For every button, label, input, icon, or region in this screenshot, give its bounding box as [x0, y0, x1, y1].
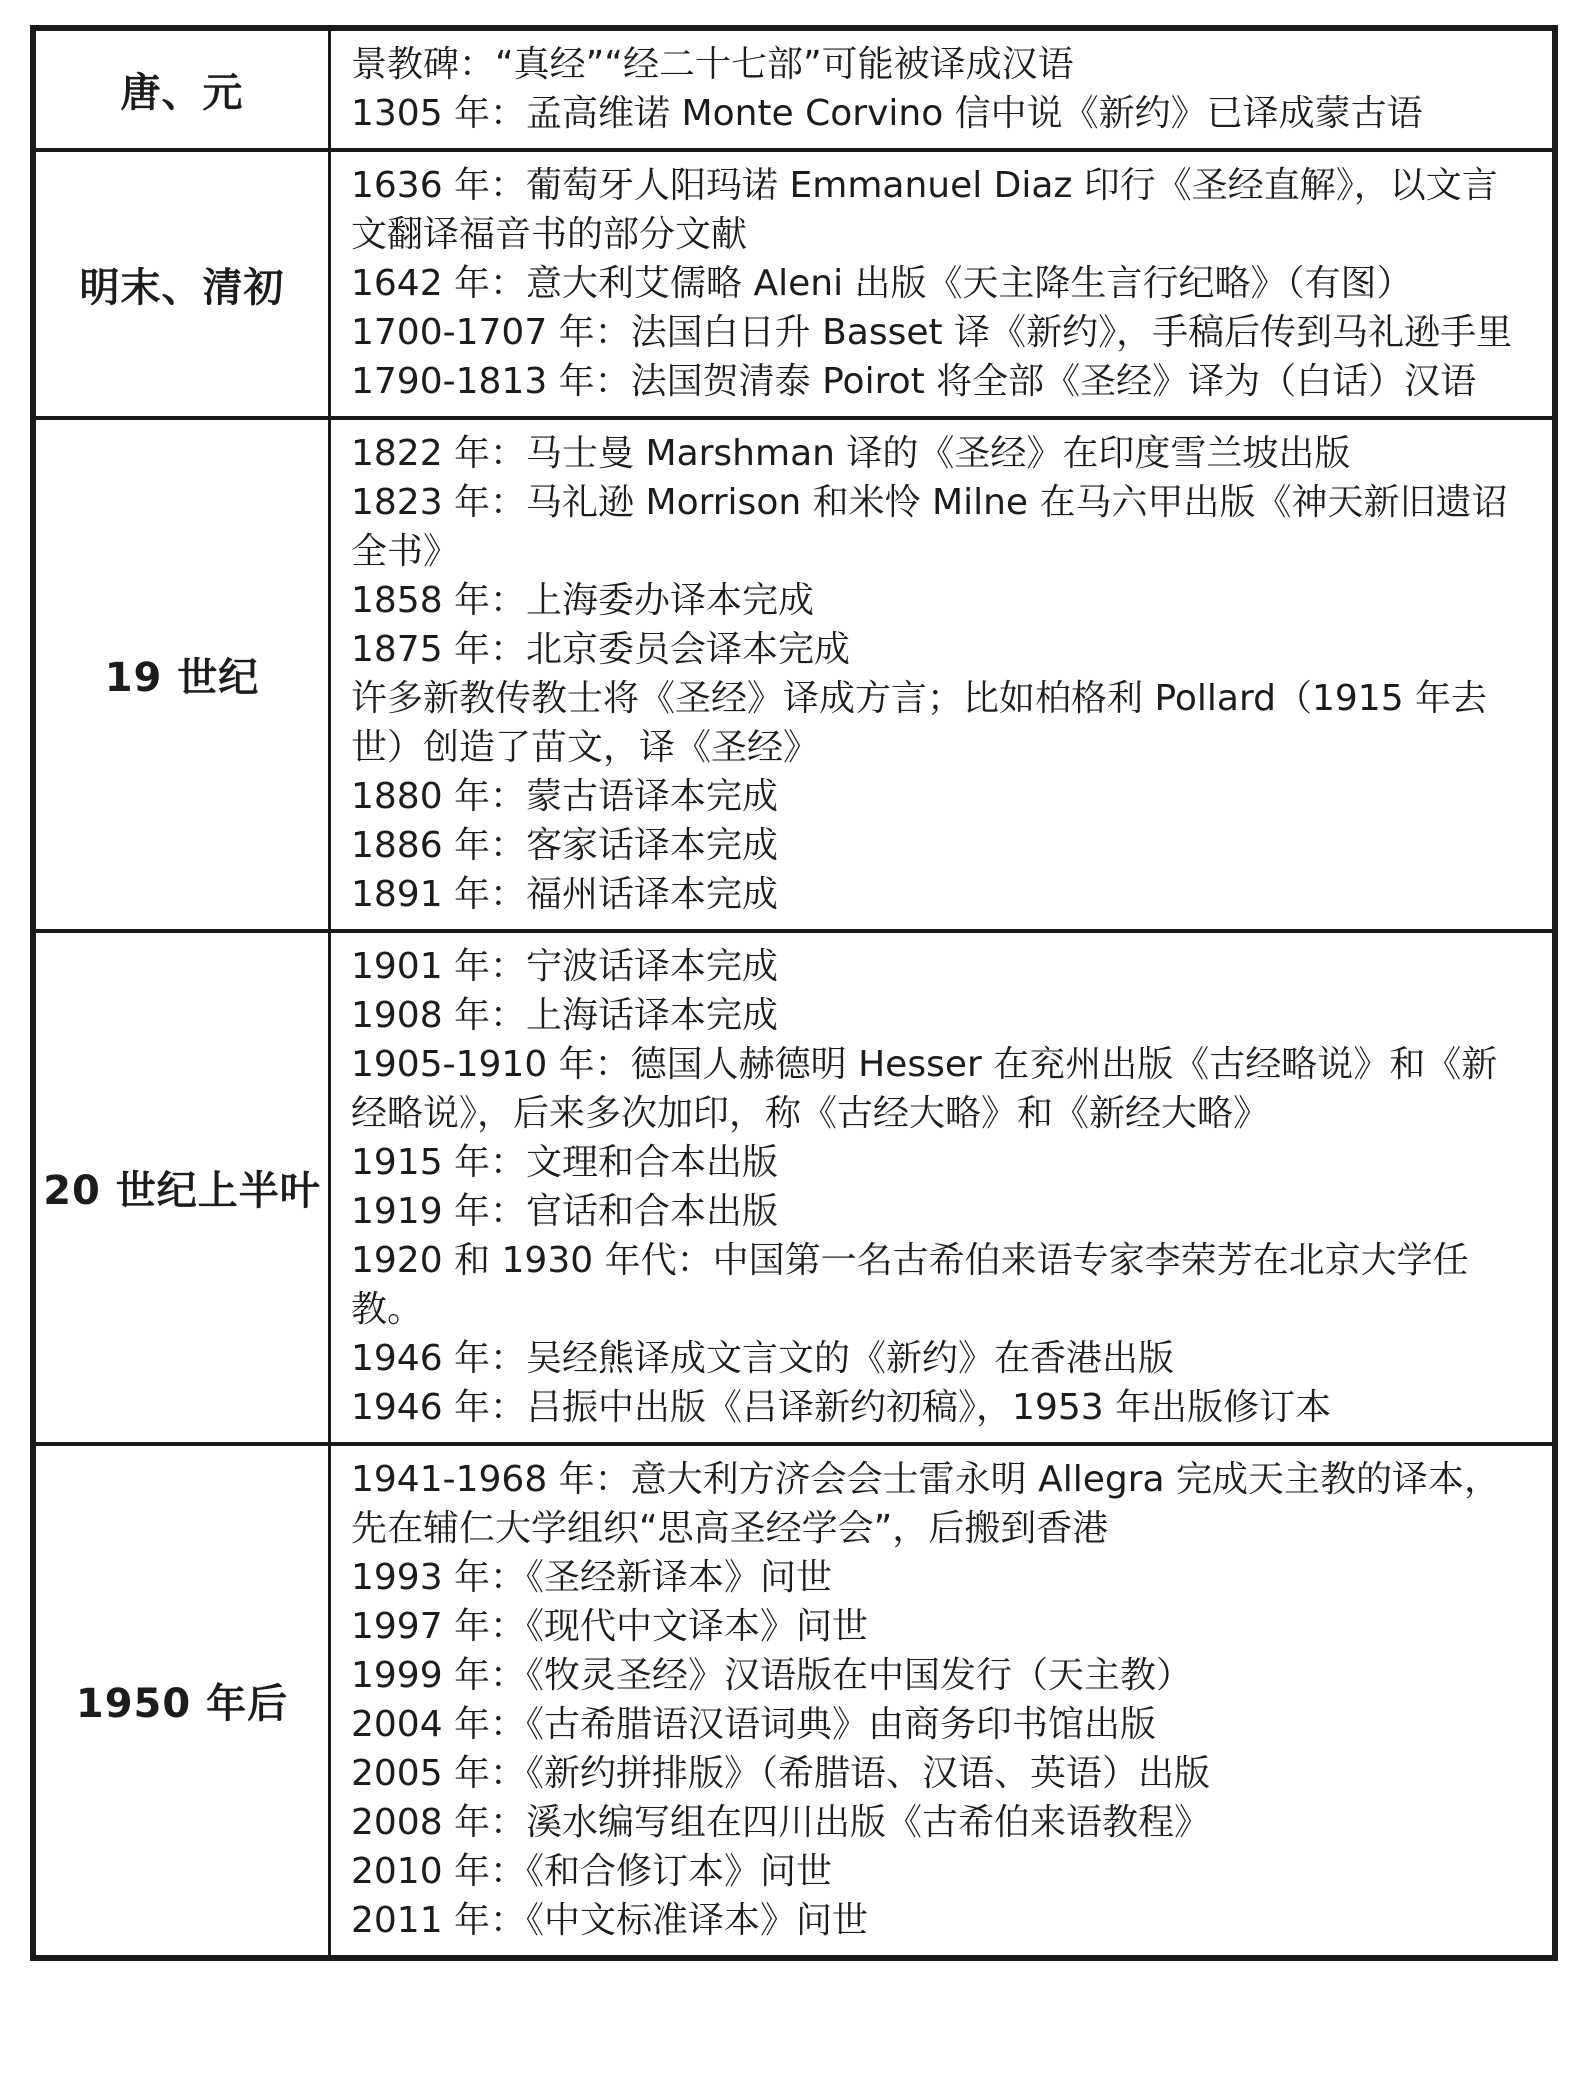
era-label: 唐、元 — [33, 28, 330, 150]
timeline-entry: 1700-1707 年：法国白日升 Basset 译《新约》，手稿后传到马礼逊手里 — [351, 312, 1513, 353]
table-body — [33, 28, 1555, 1958]
era-label: 20 世纪上半叶 — [33, 931, 330, 1444]
bible-translation-timeline-table — [30, 25, 1558, 1961]
table-row — [33, 931, 1555, 1444]
timeline-entry: 1823 年：马礼逊 Morrison 和米怜 Milne 在马六甲出版《神天新旧遗诏全书》 — [351, 482, 1508, 572]
timeline-entry: 1920 和 1930 年代：中国第一名古希伯来语专家李荣芳在北京大学任教。 — [351, 1240, 1469, 1330]
era-label: 19 世纪 — [33, 418, 330, 931]
timeline-entry: 1999 年：《牧灵圣经》汉语版在中国发行（天主教） — [351, 1655, 1193, 1696]
timeline-entry: 1880 年：蒙古语译本完成 — [351, 776, 779, 817]
timeline-entry: 1901 年：宁波话译本完成 — [351, 946, 779, 987]
timeline-entry: 1997 年：《现代中文译本》问世 — [351, 1606, 869, 1647]
table-row — [33, 1444, 1555, 1958]
timeline-entry: 2004 年：《古希腊语汉语词典》由商务印书馆出版 — [351, 1704, 1157, 1745]
timeline-entry: 1858 年：上海委办译本完成 — [351, 580, 815, 621]
timeline-entry: 1946 年：吕振中出版《吕译新约初稿》，1953 年出版修订本 — [351, 1387, 1332, 1428]
timeline-entry: 1886 年：客家话译本完成 — [351, 825, 779, 866]
timeline-entry: 1993 年：《圣经新译本》问世 — [351, 1557, 833, 1598]
timeline-entry: 1642 年：意大利艾儒略 Aleni 出版《天主降生言行纪略》（有图） — [351, 263, 1413, 304]
timeline-entry: 1915 年：文理和合本出版 — [351, 1142, 779, 1183]
table-row — [33, 150, 1555, 418]
era-entries-cell — [330, 931, 1556, 1444]
timeline-entry: 1941-1968 年：意大利方济会会士雷永明 Allegra 完成天主教的译本，先在辅仁大学组织“思高圣经学会”，后搬到香港 — [351, 1459, 1501, 1549]
timeline-entry: 1908 年：上海话译本完成 — [351, 995, 779, 1036]
era-entries-cell — [330, 1444, 1556, 1958]
era-entries-cell — [330, 418, 1556, 931]
timeline-entry: 2010 年：《和合修订本》问世 — [351, 1851, 833, 1892]
timeline-entry: 1919 年：官话和合本出版 — [351, 1191, 779, 1232]
timeline-entry: 1822 年：马士曼 Marshman 译的《圣经》在印度雪兰坡出版 — [351, 433, 1351, 474]
timeline-entry: 1946 年：吴经熊译成文言文的《新约》在香港出版 — [351, 1338, 1175, 1379]
era-entries-cell — [330, 28, 1556, 150]
timeline-entry: 许多新教传教士将《圣经》译成方言；比如柏格利 Pollard（1915 年去世）创造了苗文，译《圣经》 — [351, 678, 1488, 768]
timeline-entry: 1790-1813 年：法国贺清泰 Poirot 将全部《圣经》译为（白话）汉语 — [351, 361, 1477, 402]
timeline-entry: 1875 年：北京委员会译本完成 — [351, 629, 851, 670]
timeline-entry: 1905-1910 年：德国人赫德明 Hesser 在兖州出版《古经略说》和《新经略说》，后来多次加印，称《古经大略》和《新经大略》 — [351, 1044, 1498, 1134]
timeline-entry: 2011 年：《中文标准译本》问世 — [351, 1900, 869, 1941]
table-row — [33, 418, 1555, 931]
timeline-entry: 2005 年：《新约拼排版》（希腊语、汉语、英语）出版 — [351, 1753, 1211, 1794]
timeline-entry: 1305 年：孟高维诺 Monte Corvino 信中说《新约》已译成蒙古语 — [351, 93, 1423, 134]
table-row — [33, 28, 1555, 150]
era-label: 明末、清初 — [33, 150, 330, 418]
timeline-entry: 2008 年：溪水编写组在四川出版《古希伯来语教程》 — [351, 1802, 1211, 1843]
timeline-entry: 1636 年：葡萄牙人阳玛诺 Emmanuel Diaz 印行《圣经直解》，以文言文翻译福音书的部分文献 — [351, 165, 1498, 255]
timeline-entry: 1891 年：福州话译本完成 — [351, 874, 779, 915]
era-entries-cell — [330, 150, 1556, 418]
era-label: 1950 年后 — [33, 1444, 330, 1958]
timeline-entry: 景教碑：“真经”“经二十七部”可能被译成汉语 — [351, 44, 1074, 85]
